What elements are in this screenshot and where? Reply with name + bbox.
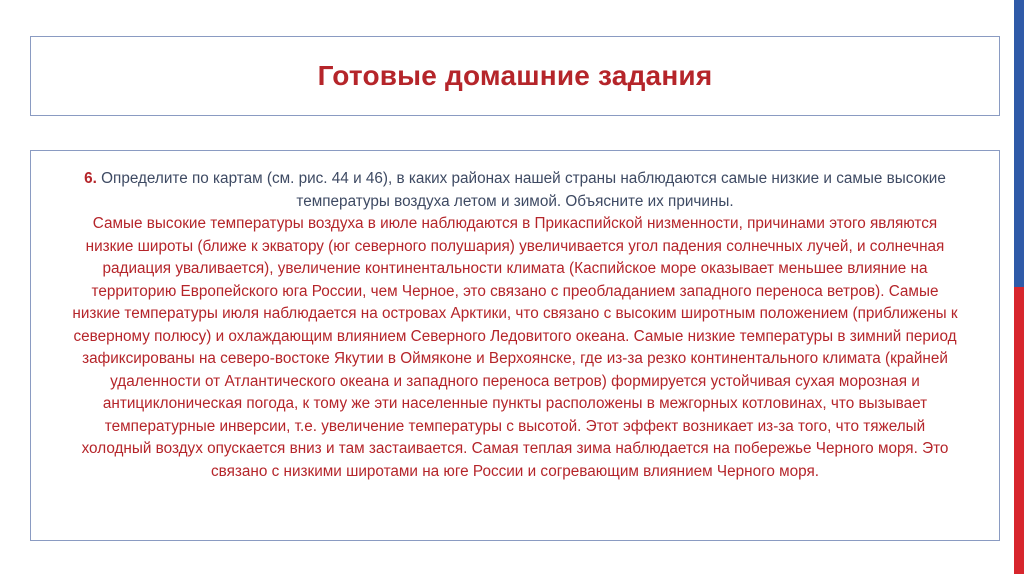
task-number: 6. [84, 170, 97, 187]
task-question [84, 170, 946, 210]
task-question-text: Определите по картам (см. рис. 44 и 46), в каких районах нашей страны наблюдаются самые низкие и самые высокие температуры воздуха летом и зимой. Объясните их причины. [96, 170, 946, 210]
task-text [71, 168, 959, 483]
content-panel [30, 150, 1000, 541]
page-title: Готовые домашние задания [317, 60, 713, 91]
accent-bar-blue [1014, 0, 1024, 287]
task-answer: Самые высокие температуры воздуха в июле наблюдаются в Прикаспийской низменности, причинами этого являются низкие широты (ближе к экватору (юг северного полушария) увеличивается угол падения солнечных лучей, и солнечная радиация уваливается), увеличение континентальности климата (Каспийское море оказывает меньшее влияние на территорию Европейского юга России, чем Черное, это связано с преобладанием западного переноса ветров). Самые низкие температуры июля наблюдается на островах Арктики, что связано с высоким широтным положением (приближены к северному полюсу) и охлаждающим влиянием Северного Ледовитого океана. Самые низкие температуры в зимний период зафиксированы на северо-востоке Якутии в Оймяконе и Верхоянске, где из-за резко континентального климата (крайней удаленности от Атлантического океана и западного переноса ветров) формируется устойчивая сухая морозная и антициклоническая погода, к тому же эти населенные пункты расположены в межгорных котловинах, что вызывает температурные инверсии, т.е. увеличение температуры с высотой. Этот эффект возникает из-за того, что тяжелый холодный воздух опускается вниз и там застаивается. Самая теплая зима наблюдается на побережье Черного моря. Это связано с низкими широтами на юге России и согревающим влиянием Черного моря. [72, 215, 958, 480]
title-panel [30, 36, 1000, 116]
accent-bar-red [1014, 287, 1024, 574]
